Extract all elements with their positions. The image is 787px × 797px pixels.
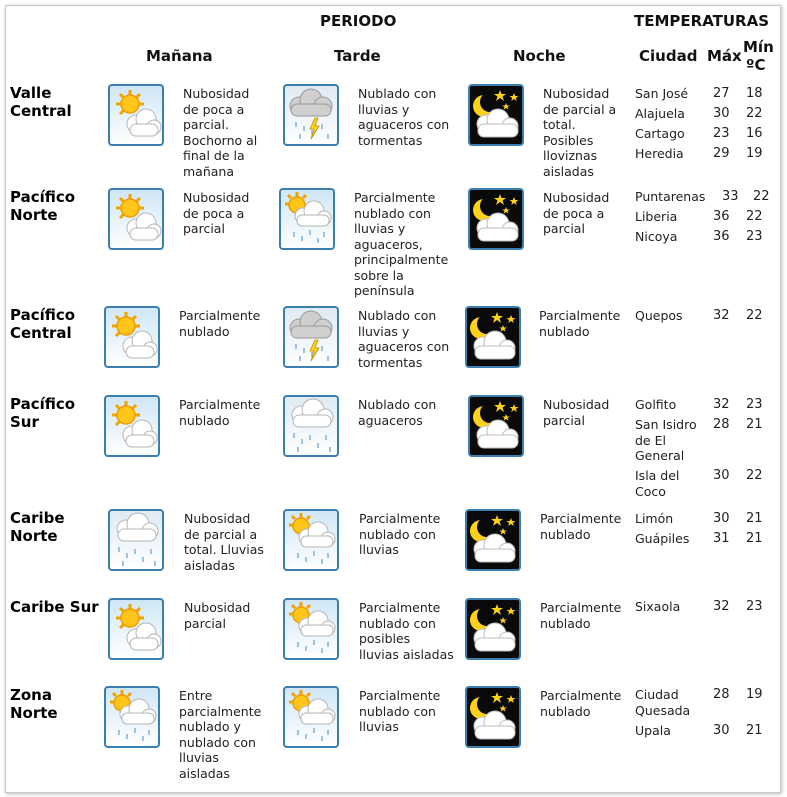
city-header: Ciudad bbox=[639, 47, 698, 65]
max-temp: 36 bbox=[713, 209, 730, 224]
city-name: Heredia bbox=[635, 146, 684, 161]
storm-icon bbox=[283, 306, 339, 368]
city-name: Puntarenas bbox=[635, 189, 706, 204]
morning-header: Mañana bbox=[146, 47, 213, 65]
city-name: San Isidro de El General bbox=[635, 417, 697, 463]
min-temp: 21 bbox=[746, 417, 763, 432]
min-temp: 19 bbox=[746, 146, 763, 161]
min-temp: 21 bbox=[746, 531, 763, 546]
moon-cloud-icon bbox=[468, 84, 524, 146]
sun-cloud-icon bbox=[108, 188, 164, 250]
morning-description: Parcialmente nublado bbox=[179, 308, 261, 339]
afternoon-description: Nublado con lluvias y aguaceros con tormentas bbox=[358, 308, 450, 370]
region-name: Valle Central bbox=[10, 84, 72, 120]
afternoon-description: Nublado con aguaceros bbox=[358, 397, 437, 428]
min-temp: 22 bbox=[746, 308, 763, 323]
min-temp: 23 bbox=[746, 397, 763, 412]
max-temp: 29 bbox=[713, 146, 730, 161]
night-description: Nubosidad de poca a parcial bbox=[543, 190, 610, 236]
unit-header: ºC bbox=[746, 56, 766, 74]
max-temp: 32 bbox=[713, 397, 730, 412]
city-name: Ciudad Quesada bbox=[635, 687, 691, 718]
moon-cloud-icon bbox=[465, 598, 521, 660]
min-temp: 16 bbox=[746, 126, 763, 141]
sun-cloud-icon bbox=[108, 598, 164, 660]
night-header: Noche bbox=[513, 47, 566, 65]
max-temp: 27 bbox=[713, 86, 730, 101]
min-temp: 22 bbox=[746, 468, 763, 483]
sun-rain-icon bbox=[283, 686, 339, 748]
max-temp: 31 bbox=[713, 531, 730, 546]
moon-cloud-icon bbox=[468, 395, 524, 457]
afternoon-description: Parcialmente nublado con posibles lluvias aisladas bbox=[359, 600, 454, 662]
max-temp: 32 bbox=[713, 308, 730, 323]
afternoon-description: Parcialmente nublado con lluvias y aguaceros, principalmente sobre la península bbox=[354, 190, 449, 298]
temperatures-header: TEMPERATURAS bbox=[634, 12, 770, 30]
afternoon-header: Tarde bbox=[334, 47, 381, 65]
storm-icon bbox=[283, 84, 339, 146]
morning-description: Entre parcialmente nublado y nublado con lluvias aisladas bbox=[179, 688, 262, 781]
min-temp: 22 bbox=[746, 106, 763, 121]
morning-description: Nubosidad parcial bbox=[184, 600, 251, 631]
morning-description: Nubosidad de parcial a total. Lluvias aisladas bbox=[184, 511, 264, 573]
city-name: Golfito bbox=[635, 397, 677, 412]
moon-cloud-icon bbox=[468, 188, 524, 250]
min-temp: 22 bbox=[753, 189, 770, 204]
period-header: PERIODO bbox=[320, 12, 397, 30]
city-name: San José bbox=[635, 86, 689, 101]
morning-description: Nubosidad de poca a parcial bbox=[183, 190, 250, 236]
city-name: Upala bbox=[635, 723, 671, 738]
max-temp: 30 bbox=[713, 106, 730, 121]
region-name: Pacífico Central bbox=[10, 306, 76, 342]
afternoon-description: Parcialmente nublado con lluvias bbox=[359, 688, 441, 734]
max-temp: 28 bbox=[713, 687, 730, 702]
moon-cloud-icon bbox=[465, 509, 521, 571]
morning-description: Parcialmente nublado bbox=[179, 397, 261, 428]
moon-cloud-icon bbox=[465, 306, 521, 368]
min-temp: 23 bbox=[746, 599, 763, 614]
sun-cloud-icon bbox=[104, 395, 160, 457]
max-temp: 32 bbox=[713, 599, 730, 614]
max-temp: 23 bbox=[713, 126, 730, 141]
city-name: Sixaola bbox=[635, 599, 681, 614]
city-name: Alajuela bbox=[635, 106, 685, 121]
night-description: Parcialmente nublado bbox=[540, 511, 622, 542]
max-temp: 30 bbox=[713, 468, 730, 483]
moon-cloud-icon bbox=[465, 686, 521, 748]
max-temp: 28 bbox=[713, 417, 730, 432]
max-temp: 33 bbox=[722, 189, 739, 204]
night-description: Parcialmente nublado bbox=[539, 308, 621, 339]
sun-rain-icon bbox=[283, 509, 339, 571]
city-name: Liberia bbox=[635, 209, 678, 224]
max-header: Máx bbox=[707, 47, 742, 65]
sun-cloud-icon bbox=[108, 84, 164, 146]
city-name: Cartago bbox=[635, 126, 685, 141]
region-name: Caribe Sur bbox=[10, 598, 99, 616]
sun-rain-icon bbox=[104, 686, 160, 748]
max-temp: 36 bbox=[713, 229, 730, 244]
rain-cloud-icon bbox=[283, 395, 339, 457]
afternoon-description: Parcialmente nublado con lluvias bbox=[359, 511, 441, 557]
night-description: Nubosidad de parcial a total. Posibles lloviznas aisladas bbox=[543, 86, 617, 179]
region-name: Pacífico Sur bbox=[10, 395, 76, 431]
min-header: Mín bbox=[743, 38, 774, 56]
city-name: Guápiles bbox=[635, 531, 690, 546]
min-temp: 18 bbox=[746, 86, 763, 101]
max-temp: 30 bbox=[713, 511, 730, 526]
max-temp: 30 bbox=[713, 723, 730, 738]
sun-rain-icon bbox=[279, 188, 335, 250]
afternoon-description: Nublado con lluvias y aguaceros con tormentas bbox=[358, 86, 450, 148]
city-name: Quepos bbox=[635, 308, 683, 323]
min-temp: 23 bbox=[746, 229, 763, 244]
rain-cloud-icon bbox=[108, 509, 164, 571]
night-description: Parcialmente nublado bbox=[540, 600, 622, 631]
morning-description: Nubosidad de poca a parcial. Bochorno al final de la mañana bbox=[183, 86, 258, 179]
city-name: Limón bbox=[635, 511, 674, 526]
region-name: Caribe Norte bbox=[10, 509, 65, 545]
region-name: Pacífico Norte bbox=[10, 188, 76, 224]
city-name: Isla del Coco bbox=[635, 468, 680, 499]
sun-rain-icon bbox=[283, 598, 339, 660]
min-temp: 22 bbox=[746, 209, 763, 224]
city-name: Nicoya bbox=[635, 229, 678, 244]
night-description: Parcialmente nublado bbox=[540, 688, 622, 719]
min-temp: 21 bbox=[746, 723, 763, 738]
sun-cloud-icon bbox=[104, 306, 160, 368]
night-description: Nubosidad parcial bbox=[543, 397, 610, 428]
min-temp: 19 bbox=[746, 687, 763, 702]
min-temp: 21 bbox=[746, 511, 763, 526]
region-name: Zona Norte bbox=[10, 686, 58, 722]
